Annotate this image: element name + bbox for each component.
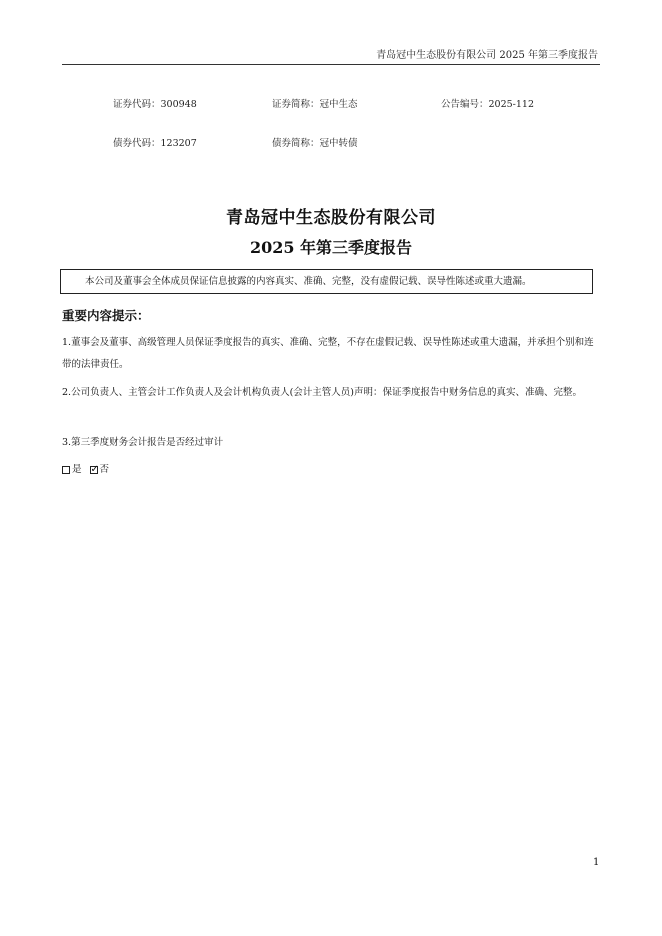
audit-yes-checkbox[interactable]	[62, 466, 70, 474]
report-title: 2025 年第三季度报告	[249, 238, 413, 257]
announcement-number: 公告编号：2025-112	[441, 99, 535, 110]
stock-abbreviation: 证券简称：冠中生态	[272, 99, 358, 110]
company-name: 青岛冠中生态股份有限公司	[226, 208, 436, 228]
stock-code: 证券代码：300948	[113, 99, 197, 110]
audit-yes-label: 是	[72, 464, 82, 475]
bond-code: 债券代码：123207	[113, 138, 197, 149]
disclosure-notice-box	[60, 269, 593, 294]
audit-no-label: 否	[99, 464, 110, 475]
note-item-3: 3.第三季度财务会计报告是否经过审计	[62, 437, 224, 448]
disclosure-notice-text: 本公司及董事会全体成员保证信息披露的内容真实、准确、完整，没有虚假记载、误导性陈述或重大遗漏。	[85, 276, 532, 287]
running-header: 青岛冠中生态股份有限公司 2025 年第三季度报告	[376, 50, 598, 61]
important-notes-heading: 重要内容提示：	[62, 308, 150, 323]
audit-no-checkbox[interactable]	[90, 466, 98, 474]
header-rule	[62, 64, 600, 65]
note-item-2: 2.公司负责人、主管会计工作负责人及会计机构负责人(会计主管人员)声明：保证季度报告中财务信息的真实、准确、完整。	[62, 387, 582, 398]
audit-options	[62, 462, 109, 478]
page-number: 1	[593, 857, 600, 868]
bond-abbreviation: 债券简称：冠中转债	[272, 138, 358, 149]
note-item-1: 1.董事会及董事、高级管理人员保证季度报告的真实、准确、完整，不存在虚假记载、误导性陈述或重大遗漏，并承担个别和连带的法律责任。	[62, 337, 594, 370]
